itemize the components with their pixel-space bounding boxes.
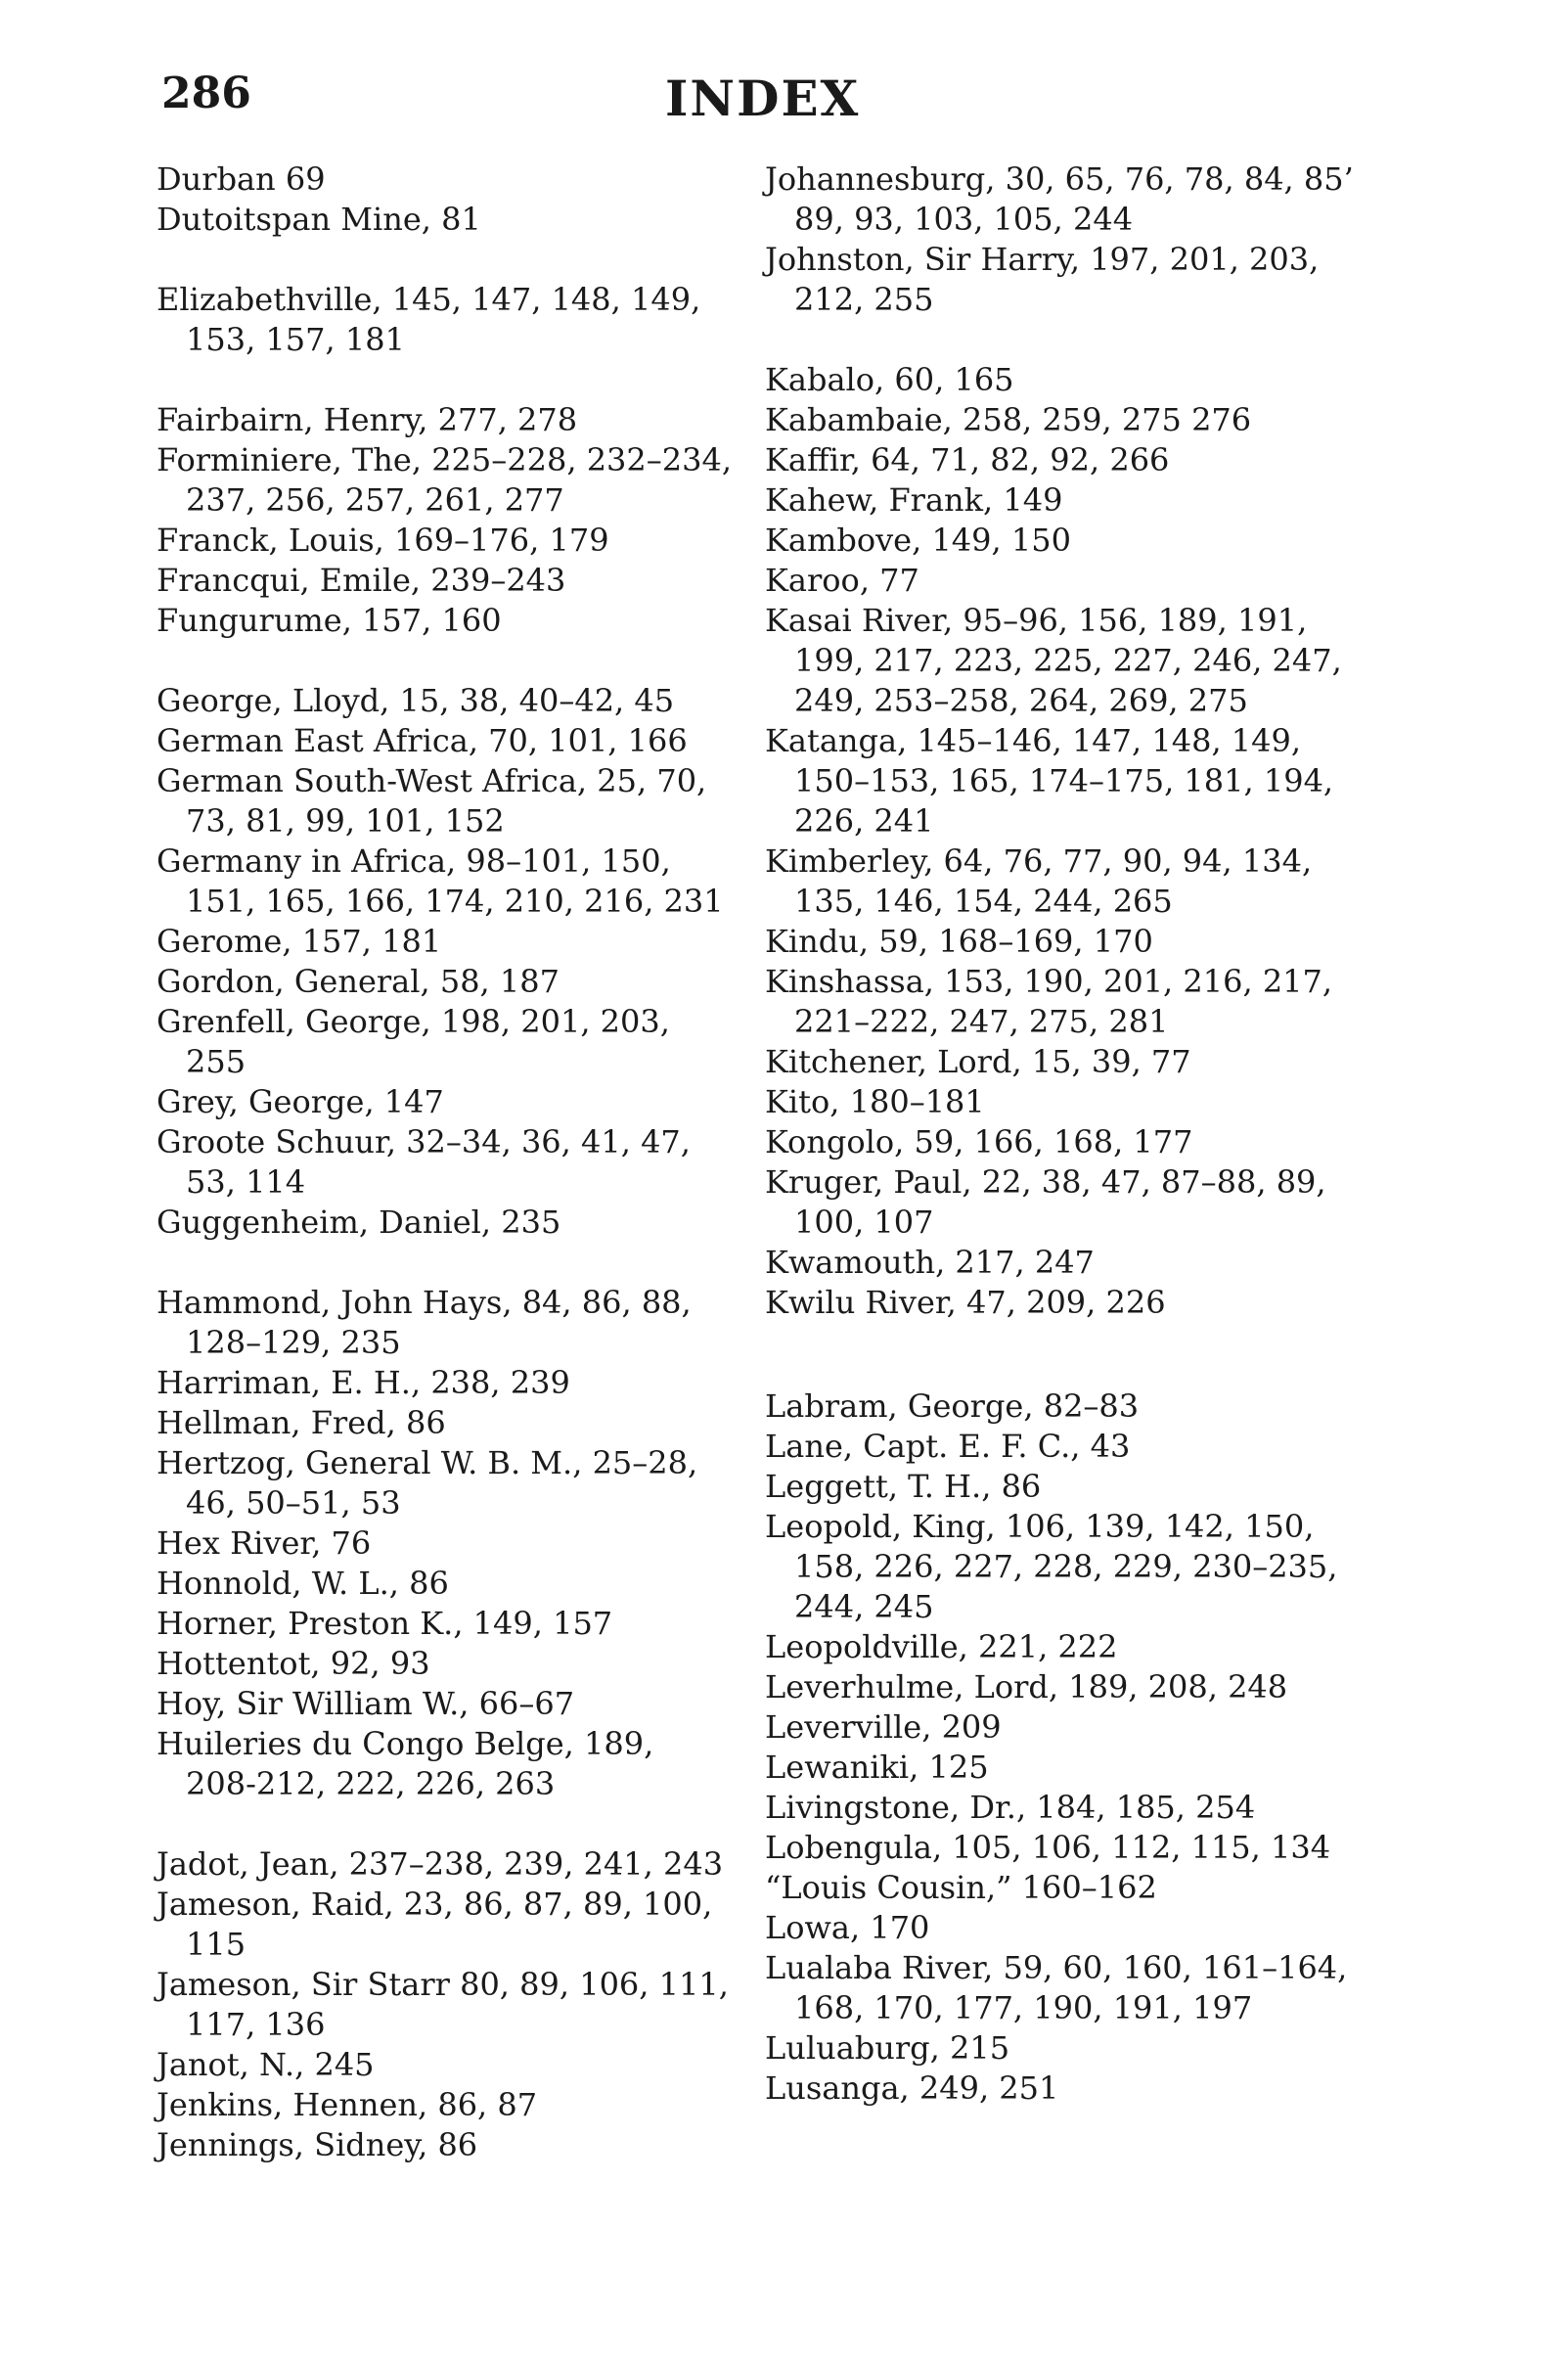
index-entry: Hex River, 76	[157, 1524, 372, 1562]
index-entry: Durban 69	[157, 160, 326, 198]
group-spacer	[765, 1323, 1362, 1387]
index-entry: Huileries du Congo Belge, 189, 208-212, 222, 226, 263	[157, 1725, 654, 1802]
group-spacer	[157, 1243, 734, 1283]
index-entry: Kambove, 149, 150	[765, 522, 1071, 559]
index-entry: Kahew, Frank, 149	[765, 481, 1063, 519]
index-column-right	[765, 159, 1362, 2109]
group-spacer	[157, 240, 734, 280]
index-entry: Leopold, King, 106, 139, 142, 150, 158, 226, 227, 228, 229, 230–235, 244, 245	[765, 1508, 1338, 1625]
index-entry: Kruger, Paul, 22, 38, 47, 87–88, 89, 100, 107	[765, 1163, 1326, 1241]
index-entry: Kwamouth, 217, 247	[765, 1244, 1095, 1281]
index-entry: Lobengula, 105, 106, 112, 115, 134	[765, 1829, 1331, 1866]
index-entry: Guggenheim, Daniel, 235	[157, 1204, 561, 1241]
index-entry: Janot, N., 245	[157, 2046, 375, 2083]
page-number: 286	[161, 68, 251, 118]
group-spacer	[157, 641, 734, 681]
index-entry: Horner, Preston K., 149, 157	[157, 1605, 613, 1642]
index-entry: Fairbairn, Henry, 277, 278	[157, 401, 578, 438]
index-entry: Gerome, 157, 181	[157, 923, 442, 960]
index-entry: Lewaniki, 125	[765, 1749, 989, 1786]
index-entry: Groote Schuur, 32–34, 36, 41, 47, 53, 114	[157, 1123, 691, 1201]
index-entry: Honnold, W. L., 86	[157, 1565, 449, 1602]
index-entry: Johannesburg, 30, 65, 76, 78, 84, 85’ 89, 93, 103, 105, 244	[765, 160, 1354, 238]
index-entry: Lusanga, 249, 251	[765, 2069, 1059, 2107]
group-spacer	[157, 360, 734, 400]
index-entry: Kaffir, 64, 71, 82, 92, 266	[765, 441, 1170, 478]
index-entry: Forminiere, The, 225–228, 232–234, 237, 256, 257, 261, 277	[157, 441, 733, 519]
index-entry: “Louis Cousin,” 160–162	[765, 1869, 1157, 1906]
index-entry: Gordon, General, 58, 187	[157, 963, 560, 1000]
index-entry: Hertzog, General W. B. M., 25–28, 46, 50–51, 53	[157, 1444, 698, 1522]
index-entry: Kabambaie, 258, 259, 275 276	[765, 401, 1252, 438]
page-title: INDEX	[665, 69, 861, 127]
index-entry: Lane, Capt. E. F. C., 43	[765, 1428, 1131, 1465]
index-entry: Leopoldville, 221, 222	[765, 1628, 1118, 1665]
index-entry: Hellman, Fred, 86	[157, 1404, 446, 1441]
group-spacer	[765, 320, 1362, 360]
index-entry: Lowa, 170	[765, 1909, 930, 1946]
index-column-left	[157, 159, 734, 2165]
index-entry: Livingstone, Dr., 184, 185, 254	[765, 1789, 1256, 1826]
index-entry: Leverhulme, Lord, 189, 208, 248	[765, 1668, 1288, 1705]
index-entry: Jameson, Sir Starr 80, 89, 106, 111, 117, 136	[157, 1966, 729, 2043]
index-entry: Elizabethville, 145, 147, 148, 149, 153, 157, 181	[157, 281, 701, 358]
index-entry: Katanga, 145–146, 147, 148, 149, 150–153, 165, 174–175, 181, 194, 226, 241	[765, 722, 1334, 840]
index-entry: Hottentot, 92, 93	[157, 1645, 430, 1682]
index-entry: Jennings, Sidney, 86	[157, 2126, 478, 2163]
index-entry: Jameson, Raid, 23, 86, 87, 89, 100, 115	[157, 1886, 713, 1963]
index-entry: Kasai River, 95–96, 156, 189, 191, 199, 217, 223, 225, 227, 246, 247, 249, 253–258, 264, 269, 275	[765, 602, 1342, 719]
index-entry: Kito, 180–181	[765, 1083, 985, 1120]
index-entry: Hoy, Sir William W., 66–67	[157, 1685, 575, 1722]
index-entry: Kinshassa, 153, 190, 201, 216, 217, 221–222, 247, 275, 281	[765, 963, 1333, 1040]
index-entry: Grenfell, George, 198, 201, 203, 255	[157, 1003, 670, 1080]
index-entry: Hammond, John Hays, 84, 86, 88, 128–129, 235	[157, 1284, 692, 1361]
index-entry: Kabalo, 60, 165	[765, 361, 1014, 398]
index-entry: German East Africa, 70, 101, 166	[157, 722, 688, 759]
index-entry: Grey, George, 147	[157, 1083, 444, 1120]
index-entry: Leverville, 209	[765, 1708, 1002, 1746]
index-entry: Harriman, E. H., 238, 239	[157, 1364, 570, 1401]
index-entry: Karoo, 77	[765, 562, 919, 599]
group-spacer	[157, 1804, 734, 1844]
index-entry: Labram, George, 82–83	[765, 1387, 1140, 1425]
index-entry: German South-West Africa, 25, 70, 73, 81, 99, 101, 152	[157, 762, 707, 840]
index-entry: Jenkins, Hennen, 86, 87	[157, 2086, 538, 2123]
index-entry: Johnston, Sir Harry, 197, 201, 203, 212, 255	[765, 241, 1320, 318]
index-entry: Fungurume, 157, 160	[157, 602, 502, 639]
index-entry: George, Lloyd, 15, 38, 40–42, 45	[157, 682, 675, 719]
index-entry: Lualaba River, 59, 60, 160, 161–164, 168, 170, 177, 190, 191, 197	[765, 1949, 1348, 2026]
index-entry: Kitchener, Lord, 15, 39, 77	[765, 1043, 1191, 1080]
index-entry: Franck, Louis, 169–176, 179	[157, 522, 609, 559]
index-entry: Kindu, 59, 168–169, 170	[765, 923, 1153, 960]
index-entry: Kwilu River, 47, 209, 226	[765, 1284, 1166, 1321]
index-entry: Francqui, Emile, 239–243	[157, 562, 566, 599]
index-entry: Leggett, T. H., 86	[765, 1468, 1042, 1505]
index-entry: Dutoitspan Mine, 81	[157, 201, 481, 238]
index-entry: Germany in Africa, 98–101, 150, 151, 165, 166, 174, 210, 216, 231	[157, 842, 724, 920]
index-entry: Jadot, Jean, 237–238, 239, 241, 243	[157, 1845, 724, 1883]
index-entry: Kongolo, 59, 166, 168, 177	[765, 1123, 1193, 1160]
index-entry: Kimberley, 64, 76, 77, 90, 94, 134, 135, 146, 154, 244, 265	[765, 842, 1313, 920]
index-entry: Luluaburg, 215	[765, 2029, 1010, 2067]
